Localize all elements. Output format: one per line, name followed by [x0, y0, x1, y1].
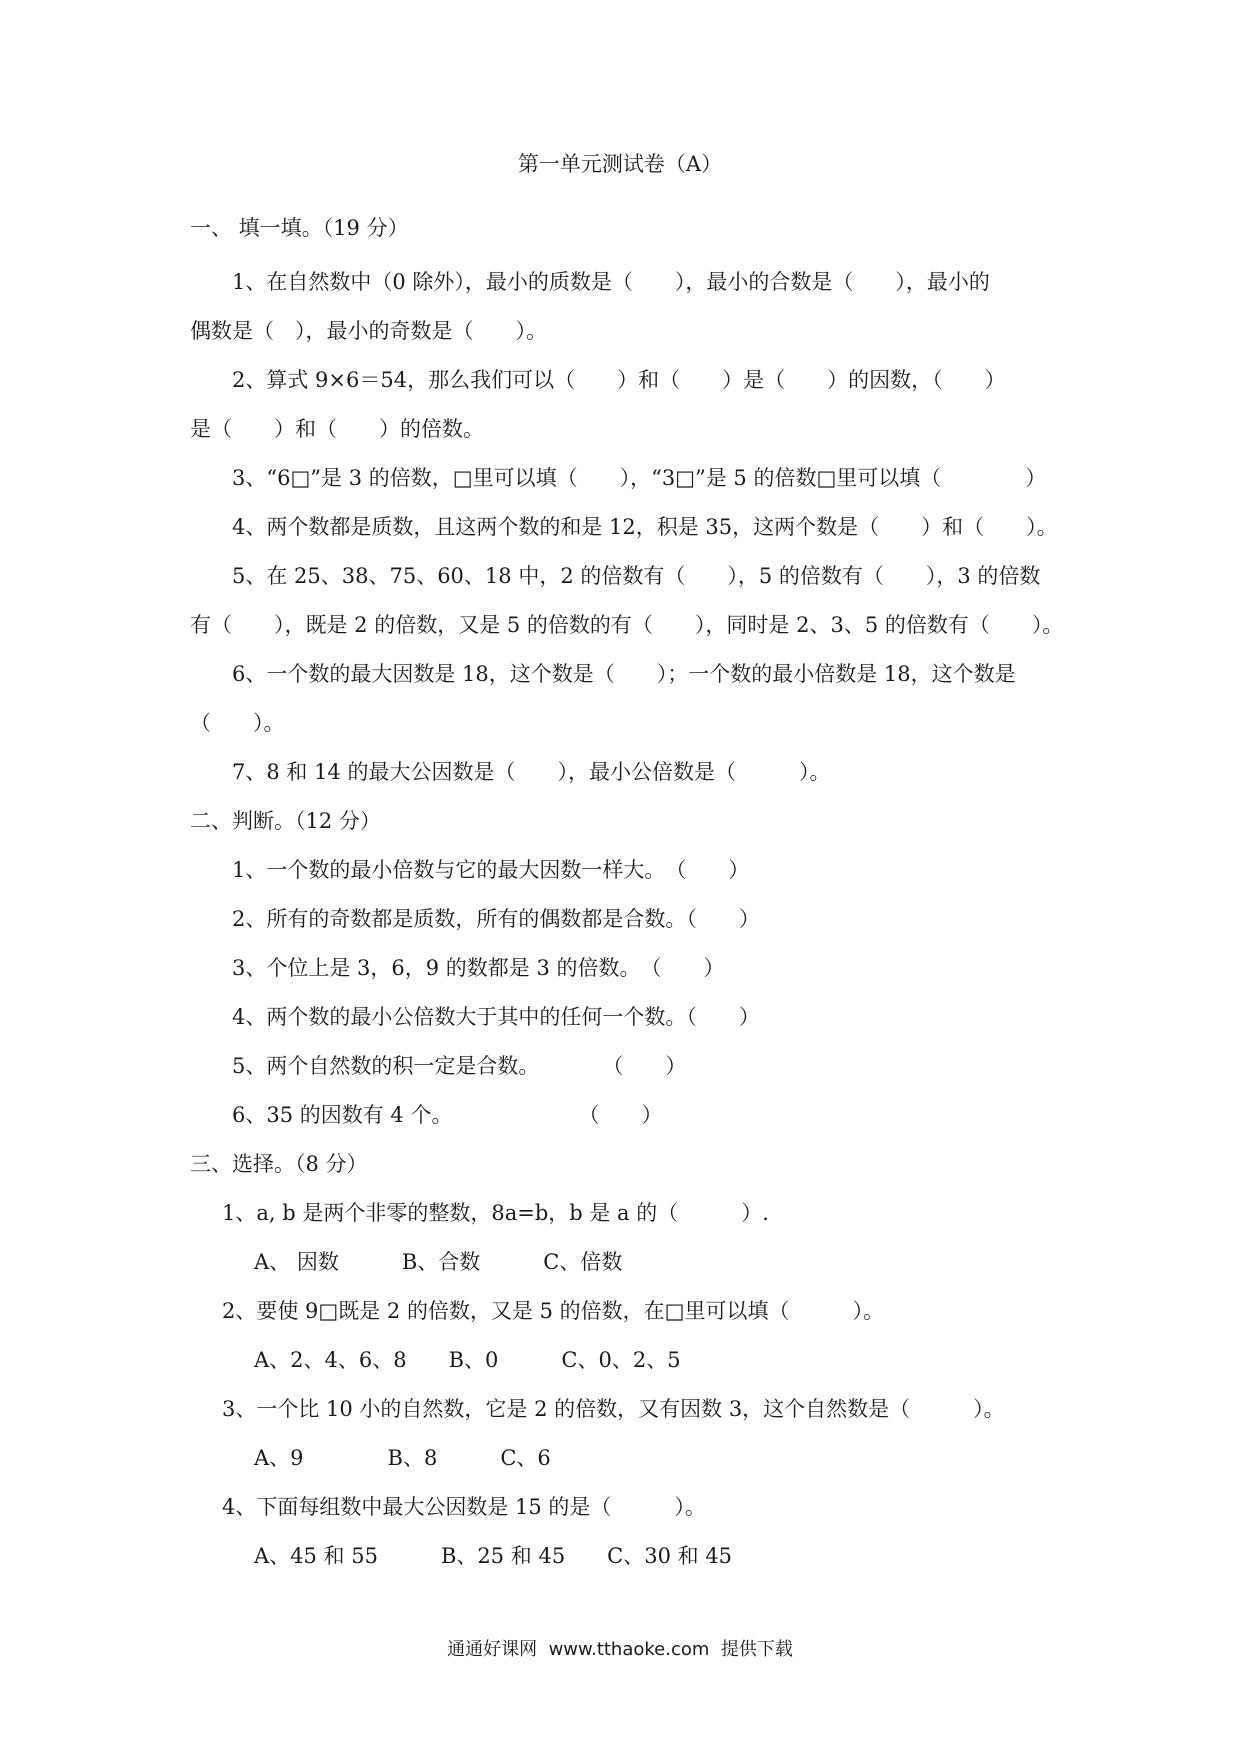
s1-q6-line2: （ ）。: [190, 711, 285, 735]
choice-options: A、45 和 55 B、25 和 45 C、30 和 45: [254, 1544, 733, 1568]
choice-question: 2、要使 9□既是 2 的倍数，又是 5 的倍数，在□里可以填（ ）。: [222, 1299, 885, 1323]
section2-heading: 二、判断。（12 分）: [190, 809, 381, 833]
s1-q6-line1: 6、一个数的最大因数是 18，这个数是（ ）；一个数的最小倍数是 18，这个数是: [232, 662, 1016, 686]
section3-heading: 三、选择。（8 分）: [190, 1152, 368, 1176]
choice-question: 4、下面每组数中最大公因数是 15 的是（ ）。: [222, 1495, 706, 1519]
judge-item: 1、一个数的最小倍数与它的最大因数一样大。 （ ）: [232, 858, 750, 882]
s1-q1-line1: 1、在自然数中（0 除外），最小的质数是（ ），最小的合数是（ ），最小的: [232, 270, 990, 294]
s1-q3: 3、“6□”是 3 的倍数，□里可以填（ ），“3□”是 5 的倍数□里可以填（ ）: [232, 466, 1047, 490]
judge-item: 3、个位上是 3，6，9 的数都是 3 的倍数。 （ ）: [232, 956, 725, 980]
page-footer: 通通好课网 www.tthaoke.com 提供下载: [447, 1639, 793, 1660]
judge-item: 5、两个自然数的积一定是合数。 （ ）: [232, 1054, 687, 1078]
judge-item: 6、35 的因数有 4 个。 （ ）: [232, 1103, 663, 1127]
choice-options: A、 因数 B、合数 C、倍数: [254, 1250, 623, 1274]
s1-q5-line2: 有（ ），既是 2 的倍数，又是 5 的倍数的有（ ），同时是 2、3、5 的倍数有（ ）。: [190, 613, 1064, 637]
choice-question: 1、a, b 是两个非零的整数，8a=b，b 是 a 的（ ）.: [222, 1201, 769, 1225]
page-title: 第一单元测试卷（A）: [517, 152, 723, 176]
choice-question: 3、一个比 10 小的自然数，它是 2 的倍数，又有因数 3，这个自然数是（ ）。: [222, 1397, 1005, 1421]
judge-item: 4、两个数的最小公倍数大于其中的任何一个数。（ ）: [232, 1005, 760, 1029]
choice-options: A、2、4、6、8 B、0 C、0、2、5: [254, 1348, 681, 1372]
s1-q7: 7、8 和 14 的最大公因数是（ ），最小公倍数是（ ）。: [232, 760, 831, 784]
s1-q1-line2: 偶数是（ ），最小的奇数是（ ）。: [190, 319, 547, 343]
choice-options: A、9 B、8 C、6: [254, 1446, 551, 1470]
s1-q2-line1: 2、算式 9×6＝54，那么我们可以（ ）和（ ）是（ ）的因数，（ ）: [232, 368, 1006, 392]
s1-q5-line1: 5、在 25、38、75、60、18 中，2 的倍数有（ ），5 的倍数有（ ），3 的倍数: [232, 564, 1041, 588]
s1-q4: 4、两个数都是质数，且这两个数的和是 12，积是 35，这两个数是（ ）和（ ）。: [232, 515, 1058, 539]
section1-heading: 一、 填一填。（19 分）: [190, 216, 409, 240]
s1-q2-line2: 是（ ）和（ ）的倍数。: [190, 417, 484, 441]
judge-item: 2、所有的奇数都是质数，所有的偶数都是合数。（ ）: [232, 907, 760, 931]
